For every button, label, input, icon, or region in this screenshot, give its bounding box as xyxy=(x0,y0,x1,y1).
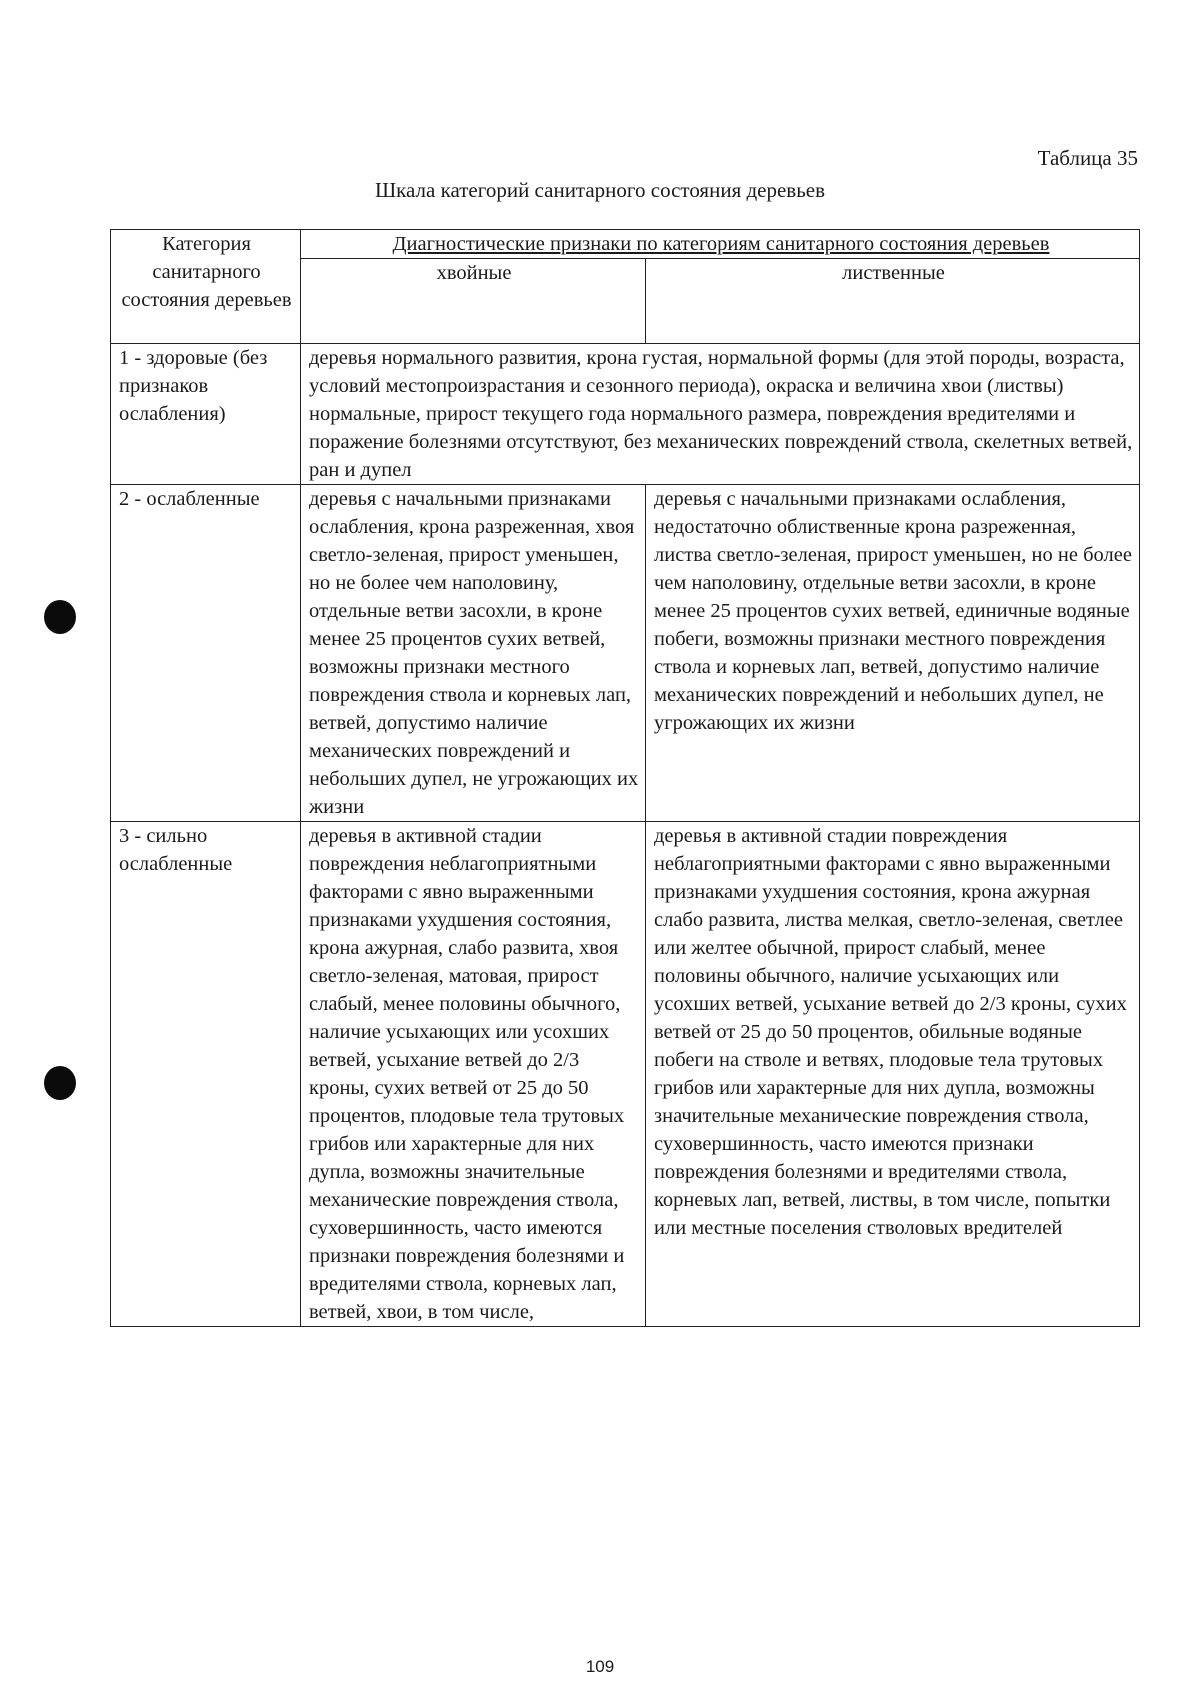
table-number-label: Таблица 35 xyxy=(1037,146,1138,170)
row-combined-description: деревья нормального развития, крона густая, нормальной формы (для этой породы, возраста, условий местопроизрастания и сезонного периода), окраска и величина хвои (листвы) нормальные, прирост текущего года нормального размера, повреждения вредителями и поражение болезнями отсутствуют, без механических повреждений ствола, скелетных ветвей, ран и дупел xyxy=(301,344,1140,485)
table-header-row xyxy=(111,230,1140,259)
table-title: Шкала категорий санитарного состояния деревьев xyxy=(374,178,826,202)
table-row xyxy=(111,485,1140,822)
table-row xyxy=(111,344,1140,485)
header-diagnostic xyxy=(301,230,1140,259)
row-coniferous-description: деревья с начальными признаками ослабления, крона разреженная, хвоя светло-зеленая, прирост уменьшен, но не более чем наполовину, отдельные ветви засохли, в кроне менее 25 процентов сухих ветвей, возможны признаки местного повреждения ствола и корневых лап, ветвей, допустимо наличие механических повреждений и небольших дупел, не угрожающих их жизни xyxy=(301,485,646,822)
punch-hole xyxy=(44,1066,76,1100)
row-category: 3 - сильно ослабленные xyxy=(111,822,301,1327)
page-number: 109 xyxy=(585,1657,615,1676)
header-deciduous: лиственные xyxy=(646,259,1140,344)
header-diagnostic-text: Диагностические признаки по категориям санитарного состояния деревьев xyxy=(392,233,1050,255)
sanitary-category-table xyxy=(110,229,1140,1327)
header-coniferous: хвойные xyxy=(301,259,646,344)
row-category: 1 - здоровые (без признаков ослабления) xyxy=(111,344,301,485)
table-row xyxy=(111,822,1140,1327)
row-coniferous-description: деревья в активной стадии повреждения неблагоприятными факторами с явно выраженными признаками ухудшения состояния, крона ажурная, слабо развита, хвоя светло-зеленая, матовая, прирост слабый, менее половины обычного, наличие усыхающих или усохших ветвей, усыхание ветвей до 2/3 кроны, сухих ветвей от 25 до 50 процентов, плодовые тела трутовых грибов или характерные для них дупла, возможны значительные механические повреждения ствола, суховершинность, часто имеются признаки повреждения болезнями и вредителями ствола, корневых лап, ветвей, хвои, в том числе, xyxy=(301,822,646,1327)
header-category: Категория санитарного состояния деревьев xyxy=(111,230,301,344)
row-deciduous-description: деревья в активной стадии повреждения неблагоприятными факторами с явно выраженными признаками ухудшения состояния, крона ажурная слабо развита, листва мелкая, светло-зеленая, светлее или желтее обычной, прирост слабый, менее половины обычного, наличие усыхающих или усохших ветвей, усыхание ветвей до 2/3 кроны, сухих ветвей от 25 до 50 процентов, обильные водяные побеги на стволе и ветвях, плодовые тела трутовых грибов или характерные для них дупла, возможны значительные механические повреждения ствола, суховершинность, часто имеются признаки повреждения болезнями и вредителями ствола, корневых лап, ветвей, листвы, в том числе, попытки или местные поселения стволовых вредителей xyxy=(646,822,1140,1327)
punch-hole xyxy=(44,600,76,634)
row-deciduous-description: деревья с начальными признаками ослабления, недостаточно облиственные крона разреженная, листва светло-зеленая, прирост уменьшен, но не более чем наполовину, отдельные ветви засохли, в кроне менее 25 процентов сухих ветвей, единичные водяные побеги, возможны признаки местного повреждения ствола и корневых лап, ветвей, допустимо наличие механических повреждений и небольших дупел, не угрожающих их жизни xyxy=(646,485,1140,822)
row-category: 2 - ослабленные xyxy=(111,485,301,822)
